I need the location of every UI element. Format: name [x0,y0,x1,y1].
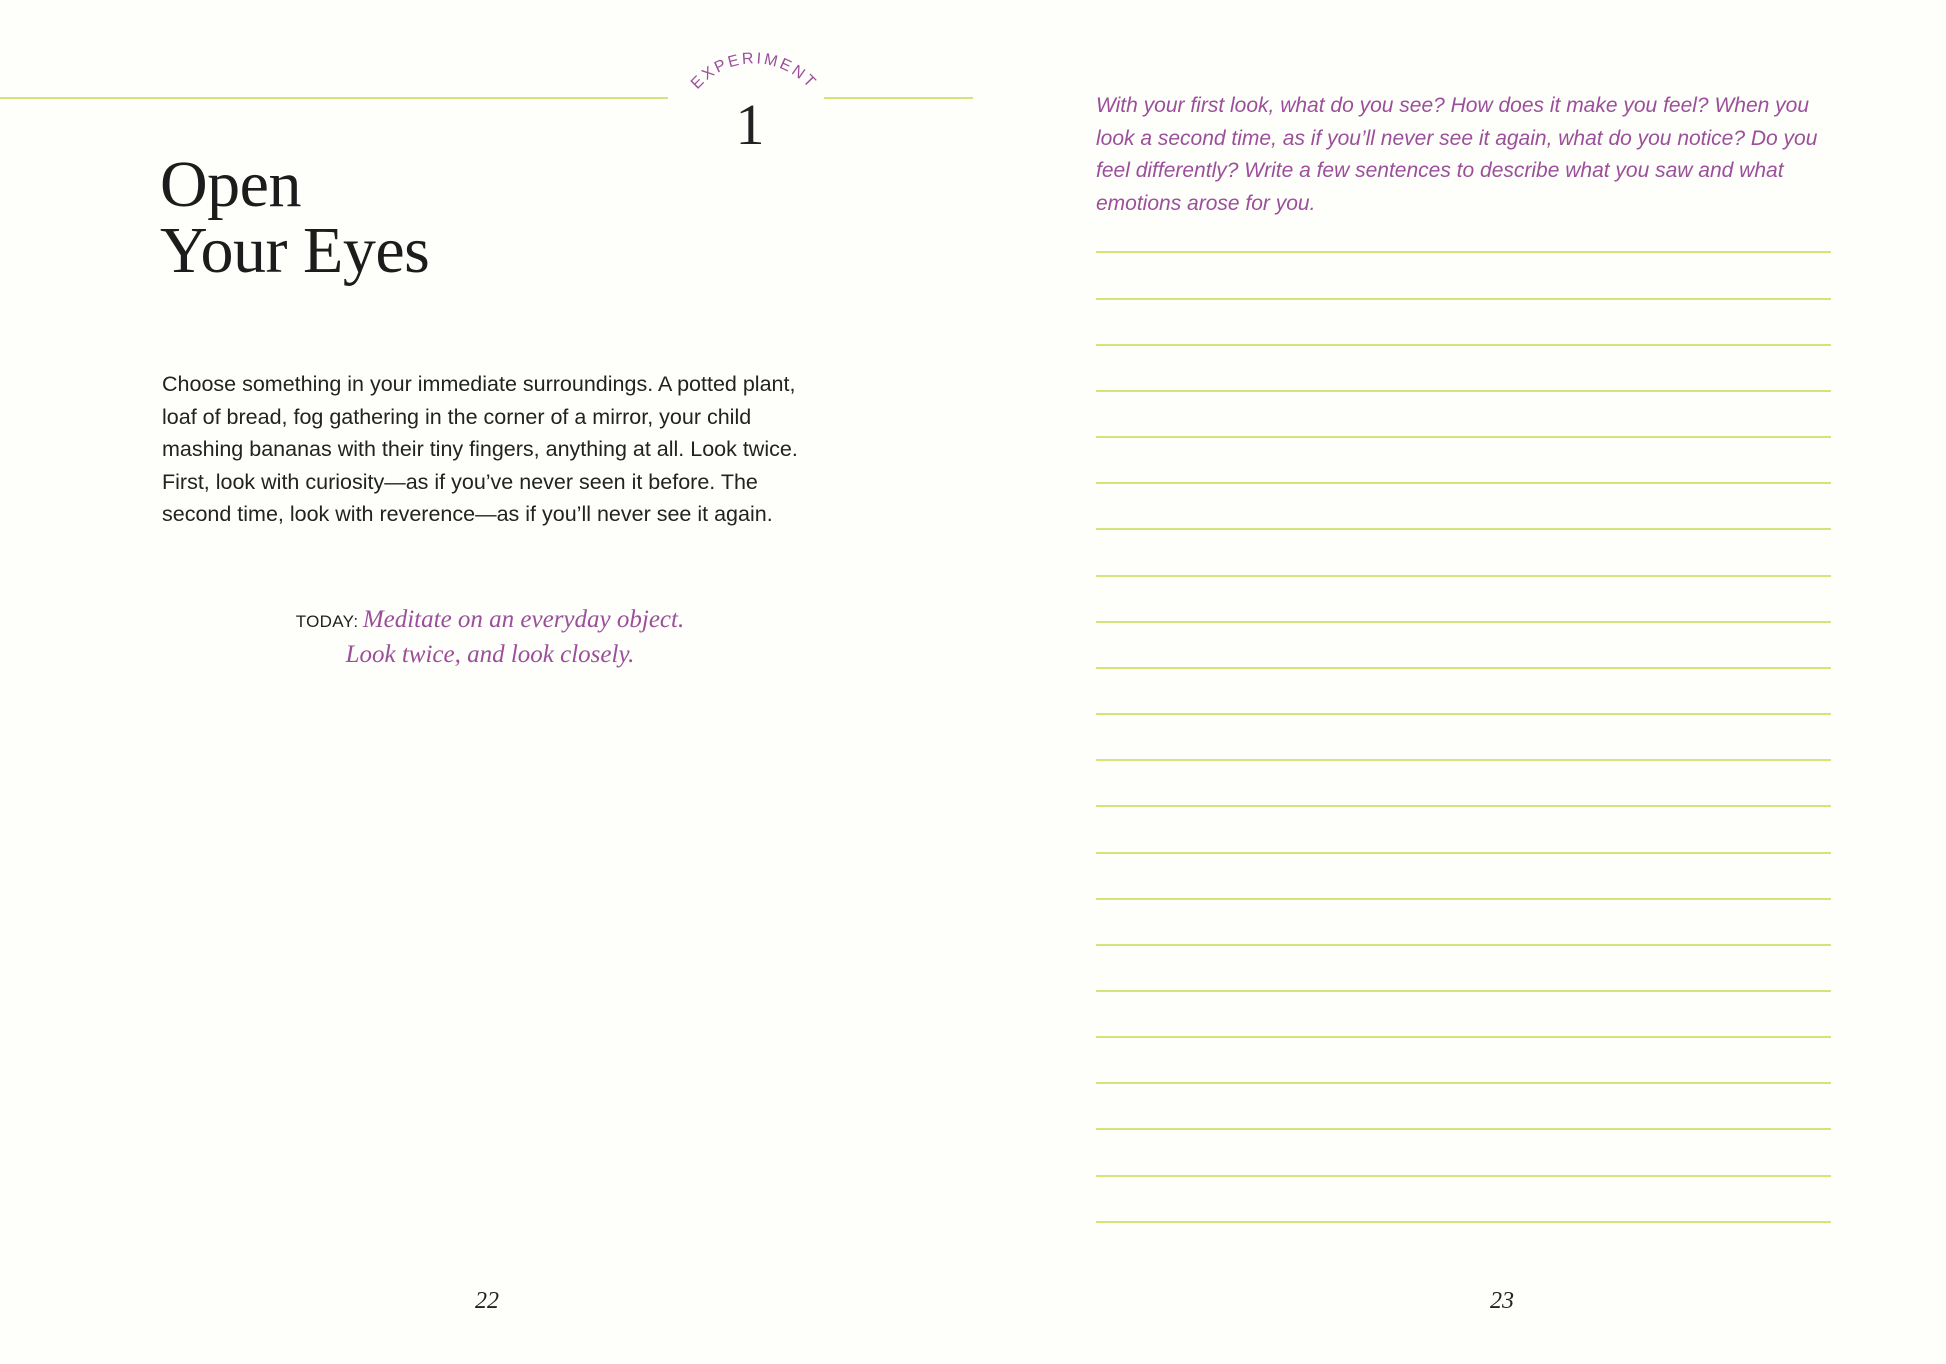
today-label: TODAY: [295,612,359,631]
today-line-1: Meditate on an everyday object. [362,606,685,633]
writing-line[interactable] [1096,759,1831,761]
body-paragraph: Choose something in your immediate surroundings. A potted plant, loaf of bread, fog gathering in the corner of a mirror, your child mashing bananas with their tiny fingers, anything at all. Look twice. First, look with curiosity—as if you’ve never seen it before. The second time, look with reverence—as if you’ll never see it again. [162,372,798,526]
title-line-2: Your Eyes [160,214,430,287]
writing-lines[interactable] [1096,0,1831,1364]
writing-line[interactable] [1096,1082,1831,1084]
writing-line[interactable] [1096,1175,1831,1177]
writing-line[interactable] [1096,1128,1831,1130]
today-callout [200,604,780,674]
writing-line[interactable] [1096,528,1831,530]
today-line-2: Look twice, and look closely. [345,641,635,668]
svg-text:EXPERIMENT [688,50,820,92]
writing-line[interactable] [1096,1036,1831,1038]
page-number-left: 22 [475,1288,499,1314]
writing-line[interactable] [1096,482,1831,484]
experiment-label-text: EXPERIMENT [687,50,821,93]
experiment-label [0,0,973,120]
writing-line[interactable] [1096,390,1831,392]
writing-line[interactable] [1096,621,1831,623]
writing-line[interactable] [1096,898,1831,900]
experiment-number: 1 [735,92,765,157]
writing-line[interactable] [1096,436,1831,438]
writing-line[interactable] [1096,298,1831,300]
writing-line[interactable] [1096,805,1831,807]
writing-line[interactable] [1096,713,1831,715]
writing-line[interactable] [1096,251,1831,253]
journal-prompt: With your first look, what do you see? How does it make you feel? When you look a second time, as if you’ll never see it again, what do you notice? Do you feel differently? Write a few sentences to describe what you saw and what emotions arose for you. [1096,94,1818,215]
writing-line[interactable] [1096,575,1831,577]
title-line-1: Open [160,148,301,221]
writing-line[interactable] [1096,344,1831,346]
writing-line[interactable] [1096,990,1831,992]
writing-line[interactable] [1096,944,1831,946]
writing-line[interactable] [1096,667,1831,669]
writing-line[interactable] [1096,852,1831,854]
page-number-right: 23 [1490,1288,1514,1314]
right-page [973,0,1946,1364]
writing-line[interactable] [1096,1221,1831,1223]
page-title [160,148,430,287]
